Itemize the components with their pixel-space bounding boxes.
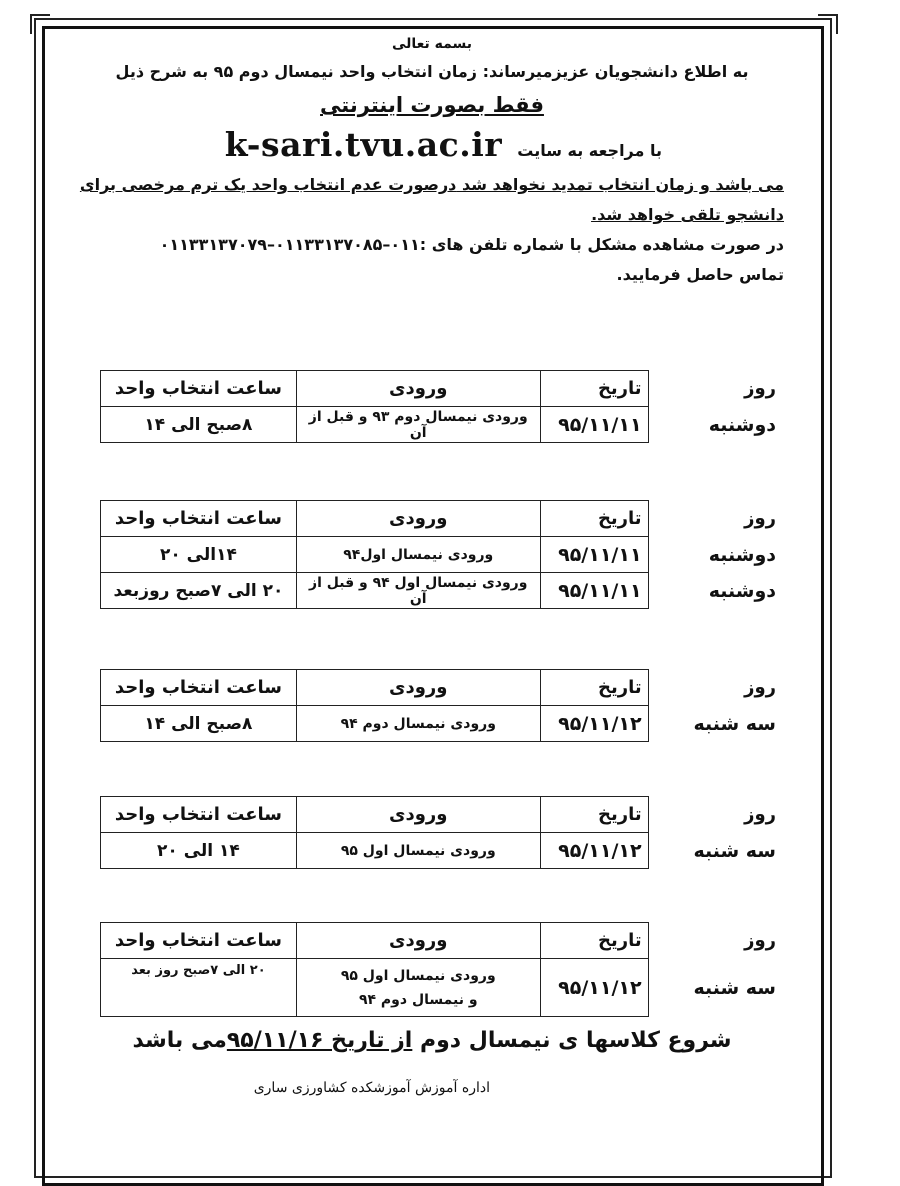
header-time: ساعت انتخاب واحد	[101, 797, 297, 833]
header-date: تاریخ	[540, 797, 648, 833]
cell-time: ۱۴ الی ۲۰	[101, 833, 297, 869]
table-header-row	[101, 797, 783, 833]
table-row	[101, 407, 783, 443]
header-day: روز	[648, 371, 782, 407]
cell-day: سه شنبه	[648, 959, 782, 1017]
table-row	[101, 833, 783, 869]
header-day: روز	[648, 797, 782, 833]
cell-entry: ورودی نیمسال اول ۹۴ و قبل از آن	[296, 573, 540, 609]
cell-entry: ورودی نیمسال اول۹۴	[296, 537, 540, 573]
classes-start-suffix: می باشد	[132, 1028, 227, 1053]
table-header-row	[101, 670, 783, 706]
cell-date: ۹۵/۱۱/۱۱	[540, 573, 648, 609]
notice-line-2-text: دانشجو تلقی خواهد شد.	[591, 205, 784, 224]
classes-start-underlined: از تاریخ	[323, 1028, 413, 1053]
classes-start-prefix: شروع کلاسها ی نیمسال دوم	[412, 1028, 732, 1053]
classes-start-notice	[62, 1028, 802, 1053]
cell-date: ۹۵/۱۱/۱۱	[540, 537, 648, 573]
table-header-row	[101, 371, 783, 407]
online-only-heading: فقط بصورت اینترنتی	[320, 93, 544, 117]
notice-line-3	[62, 230, 784, 260]
header-day: روز	[648, 923, 782, 959]
header-day: روز	[648, 501, 782, 537]
header-entry: ورودی	[296, 923, 540, 959]
cell-date: ۹۵/۱۱/۱۲	[540, 833, 648, 869]
cell-entry-line-2: و نیمسال دوم ۹۴	[358, 991, 478, 1008]
cell-time: ۲۰ الی ۷صبح روزبعد	[101, 573, 297, 609]
cell-entry: ورودی نیمسال دوم ۹۴	[296, 706, 540, 742]
header-time: ساعت انتخاب واحد	[101, 923, 297, 959]
office-signature: اداره آموزش آموزشکده کشاورزی ساری	[253, 1080, 490, 1096]
table-header-row	[101, 923, 783, 959]
header-time: ساعت انتخاب واحد	[101, 670, 297, 706]
website-prefix: با مراجعه به سایت	[517, 141, 662, 160]
schedule-table-3	[100, 669, 782, 742]
cell-date: ۹۵/۱۱/۱۱	[540, 407, 648, 443]
cell-day: سه شنبه	[648, 833, 782, 869]
notice-line-1	[62, 170, 784, 200]
cell-entry	[296, 959, 540, 1017]
announcement-header	[62, 34, 802, 290]
cell-entry: ورودی نیمسال اول ۹۵	[296, 833, 540, 869]
cell-time: ۱۴الی ۲۰	[101, 537, 297, 573]
table-row	[101, 573, 783, 609]
header-date: تاریخ	[540, 371, 648, 407]
cell-time: ۸صبح الی ۱۴	[101, 706, 297, 742]
header-entry: ورودی	[296, 371, 540, 407]
announcement-line: به اطلاع دانشجویان عزیزمیرساند: زمان انتخاب واحد نیمسال دوم ۹۵ به شرح ذیل	[115, 62, 749, 81]
header-time: ساعت انتخاب واحد	[101, 371, 297, 407]
cell-entry-line-1: ورودی نیمسال اول ۹۵	[340, 967, 496, 984]
classes-start-date: ۹۵/۱۱/۱۶	[226, 1028, 324, 1053]
table-row	[101, 959, 783, 1017]
website-url: k-sari.tvu.ac.ir	[224, 125, 503, 164]
schedule-table-4	[100, 796, 782, 869]
cell-time: ۸صبح الی ۱۴	[101, 407, 297, 443]
cell-date: ۹۵/۱۱/۱۲	[540, 706, 648, 742]
table-row	[101, 537, 783, 573]
header-time: ساعت انتخاب واحد	[101, 501, 297, 537]
bismillah: بسمه تعالی	[391, 36, 473, 52]
notice-line-1-b: درصورت عدم انتخاب واحد یک ترم مرخصی برای	[79, 175, 457, 194]
cell-date: ۹۵/۱۱/۱۲	[540, 959, 648, 1017]
notice-line-1-a: می باشد و زمان انتخاب تمدید نخواهد شد	[456, 175, 784, 194]
schedule-table-2	[100, 500, 782, 609]
phone-prefix: در صورت مشاهده مشکل با شماره تلفن های :	[419, 235, 784, 254]
header-day: روز	[648, 670, 782, 706]
header-date: تاریخ	[540, 501, 648, 537]
header-entry: ورودی	[296, 797, 540, 833]
notice-line-2	[62, 200, 784, 230]
schedule-table-1	[100, 370, 782, 443]
cell-day: دوشنبه	[648, 407, 782, 443]
schedule-table-5	[100, 922, 782, 1017]
phone-tail: –۰۱۱	[382, 235, 420, 254]
cell-time: ۲۰ الی ۷صبح روز بعد	[101, 959, 297, 1017]
phone-numbers: ۰۱۱۳۳۱۳۷۰۷۹–۰۱۱۳۳۱۳۷۰۸۵	[159, 235, 383, 254]
header-date: تاریخ	[540, 670, 648, 706]
cell-day: دوشنبه	[648, 573, 782, 609]
table-header-row	[101, 501, 783, 537]
table-row	[101, 706, 783, 742]
notice-line-4: تماس حاصل فرمایید.	[616, 265, 784, 284]
notice-paragraph	[62, 170, 802, 290]
website-row	[62, 125, 802, 164]
header-date: تاریخ	[540, 923, 648, 959]
cell-entry: ورودی نیمسال دوم ۹۳ و قبل از آن	[296, 407, 540, 443]
cell-day: سه شنبه	[648, 706, 782, 742]
header-entry: ورودی	[296, 501, 540, 537]
cell-day: دوشنبه	[648, 537, 782, 573]
header-entry: ورودی	[296, 670, 540, 706]
